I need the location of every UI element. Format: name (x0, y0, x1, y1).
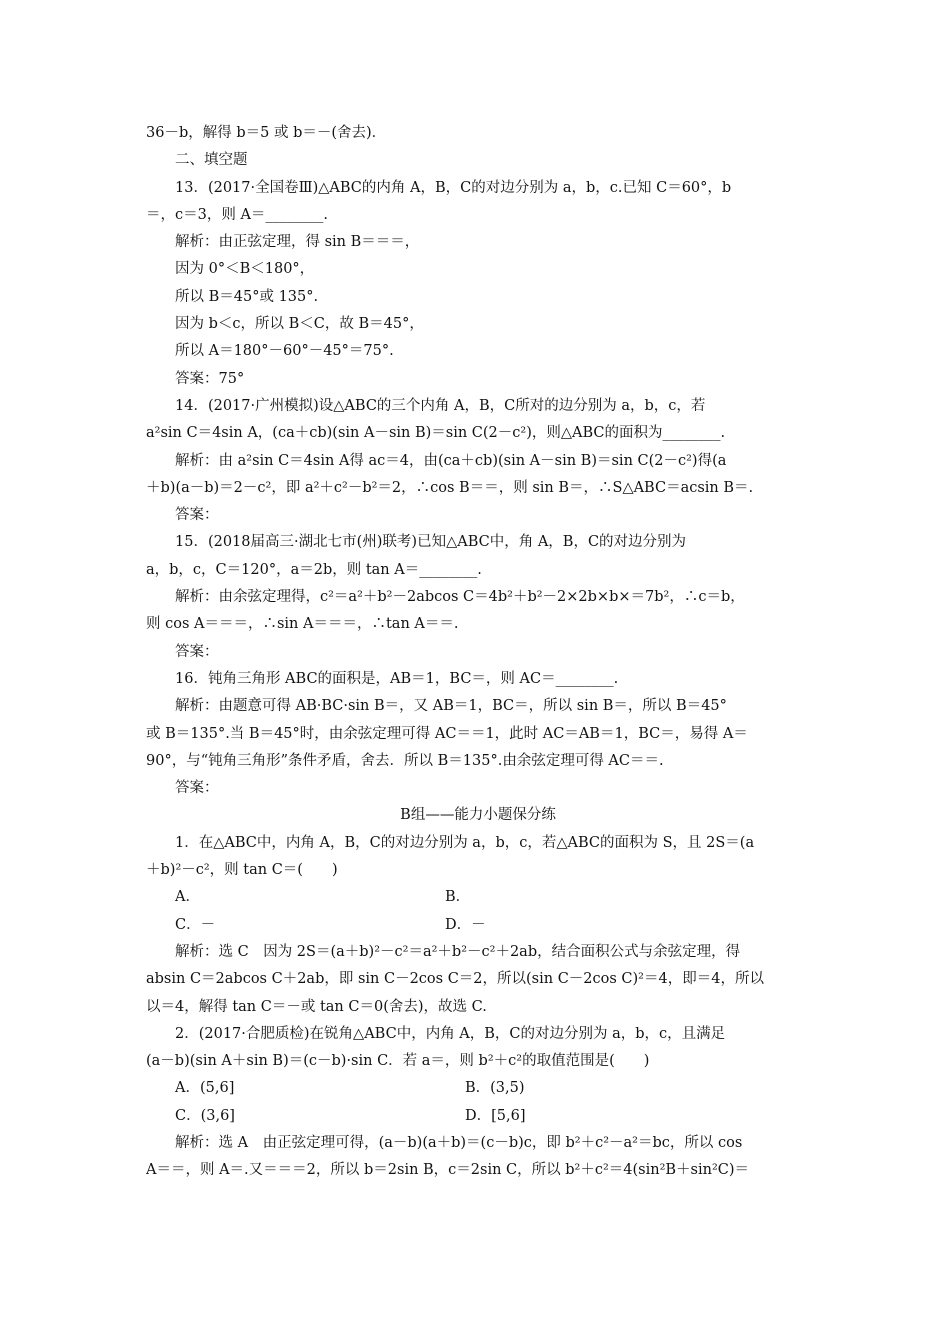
solution-line: 因为 0°＜B＜180°， (175, 261, 315, 278)
option-b: B． (445, 889, 471, 906)
answer-line: 答案： (175, 643, 219, 660)
text-line: ＋b)²－c²，则 tan C＝( ) (146, 862, 338, 879)
question-13: 13．(2017·全国卷Ⅲ)△ABC的内角 A，B，C的对边分别为 a，b，c.已知 C＝60°，b (175, 179, 732, 196)
solution-line: 所以 B＝45°或 135°. (175, 288, 319, 305)
option-d: D．－ (445, 916, 486, 933)
options-row (146, 1075, 810, 1102)
solution-line: 解析：由余弦定理得，c²＝a²＋b²－2abcos C＝4b²＋b²－2×2b×b×＝7b²，∴c＝b， (175, 589, 745, 606)
text-line: (a－b)(sin A＋sin B)＝(c－b)·sin C．若 a＝，则 b²＋c²的取值范围是( ) (146, 1053, 650, 1070)
solution-line: 解析：由题意可得 AB·BC·sin B＝，又 AB＝1，BC＝，所以 sin B＝，所以 B＝45° (175, 698, 727, 715)
solution-line: 所以 A＝180°－60°－45°＝75°. (175, 343, 394, 360)
question-15: 15．(2018届高三·湖北七市(州)联考)已知△ABC中，角 A，B，C的对边分别为 (175, 534, 687, 551)
options-row (146, 884, 810, 911)
solution-line: 解析：选 C 因为 2S＝(a＋b)²－c²＝a²＋b²－c²＋2ab，结合面积公式与余弦定理，得 (175, 943, 741, 960)
text-line: ＝，c＝3，则 A＝________. (146, 206, 329, 223)
text-line: 以＝4，解得 tan C＝－或 tan C＝0(舍去)，故选 C. (146, 998, 487, 1015)
option-d: D．[5,6] (465, 1107, 526, 1124)
option-a: A．(5,6] (175, 1080, 235, 1097)
option-c: C．(3,6] (175, 1107, 235, 1124)
section-heading-fill-blank: 二、填空题 (175, 152, 248, 169)
options-row (146, 912, 810, 939)
option-a: A． (175, 889, 200, 906)
solution-line: 解析：由 a²sin C＝4sin A得 ac＝4，由(ca＋cb)(sin A－sin B)＝sin C(2－c²)得(a (175, 452, 727, 469)
solution-line: 解析：由正弦定理，得 sin B＝＝＝， (175, 234, 420, 251)
answer-line: 答案： (175, 507, 219, 524)
option-b: B．(3,5) (465, 1080, 525, 1097)
text-line: 36－b，解得 b＝5 或 b＝－(舍去)． (146, 125, 387, 141)
document-body (146, 120, 810, 1185)
answer-line: 答案： (175, 780, 219, 797)
text-line: ＋b)(a－b)＝2－c²，即 a²＋c²－b²＝2，∴cos B＝＝，则 sin B＝，∴S△ABC＝acsin B＝. (146, 479, 754, 496)
text-line: 或 B＝135°.当 B＝45°时，由余弦定理可得 AC＝＝1，此时 AC＝AB＝1，BC＝，易得 A＝ (146, 725, 748, 742)
solution-line: 解析：选 A 由正弦定理可得，(a－b)(a＋b)＝(c－b)c，即 b²＋c²－a²＝bc，所以 cos (175, 1134, 743, 1151)
text-line: absin C＝2abcos C＋2ab，即 sin C－2cos C＝2，所以(sin C－2cos C)²＝4，即＝4，所以 (146, 971, 764, 988)
text-line: 则 cos A＝＝＝，∴sin A＝＝＝，∴tan A＝＝. (146, 616, 459, 633)
question-b2: 2．(2017·合肥质检)在锐角△ABC中，内角 A，B，C的对边分别为 a，b，c，且满足 (175, 1025, 726, 1042)
options-row (146, 1103, 810, 1130)
section-title: B组——能力小题保分练 (400, 807, 556, 824)
answer-line: 答案：75° (175, 370, 245, 387)
question-b1: 1．在△ABC中，内角 A，B，C的对边分别为 a，b，c，若△ABC的面积为 S，且 2S＝(a (175, 834, 755, 851)
question-16: 16．钝角三角形 ABC的面积是，AB＝1，BC＝，则 AC＝________. (175, 670, 619, 687)
solution-line: 因为 b＜c，所以 B＜C，故 B＝45°， (175, 316, 424, 333)
text-line: a²sin C＝4sin A，(ca＋cb)(sin A－sin B)＝sin C(2－c²)，则△ABC的面积为________. (146, 425, 726, 442)
option-c: C．－ (175, 916, 216, 933)
text-line: 90°，与“钝角三角形”条件矛盾，舍去．所以 B＝135°.由余弦定理可得 AC＝＝. (146, 752, 664, 769)
text-line: A＝＝，则 A＝.又＝＝＝2，所以 b＝2sin B，c＝2sin C，所以 b²＋c²＝4(sin²B＋sin²C)＝ (146, 1162, 750, 1179)
question-14: 14．(2017·广州模拟)设△ABC的三个内角 A，B，C所对的边分别为 a，b，c，若 (175, 397, 706, 414)
text-line: a，b，c，C＝120°，a＝2b，则 tan A＝________. (146, 561, 482, 578)
